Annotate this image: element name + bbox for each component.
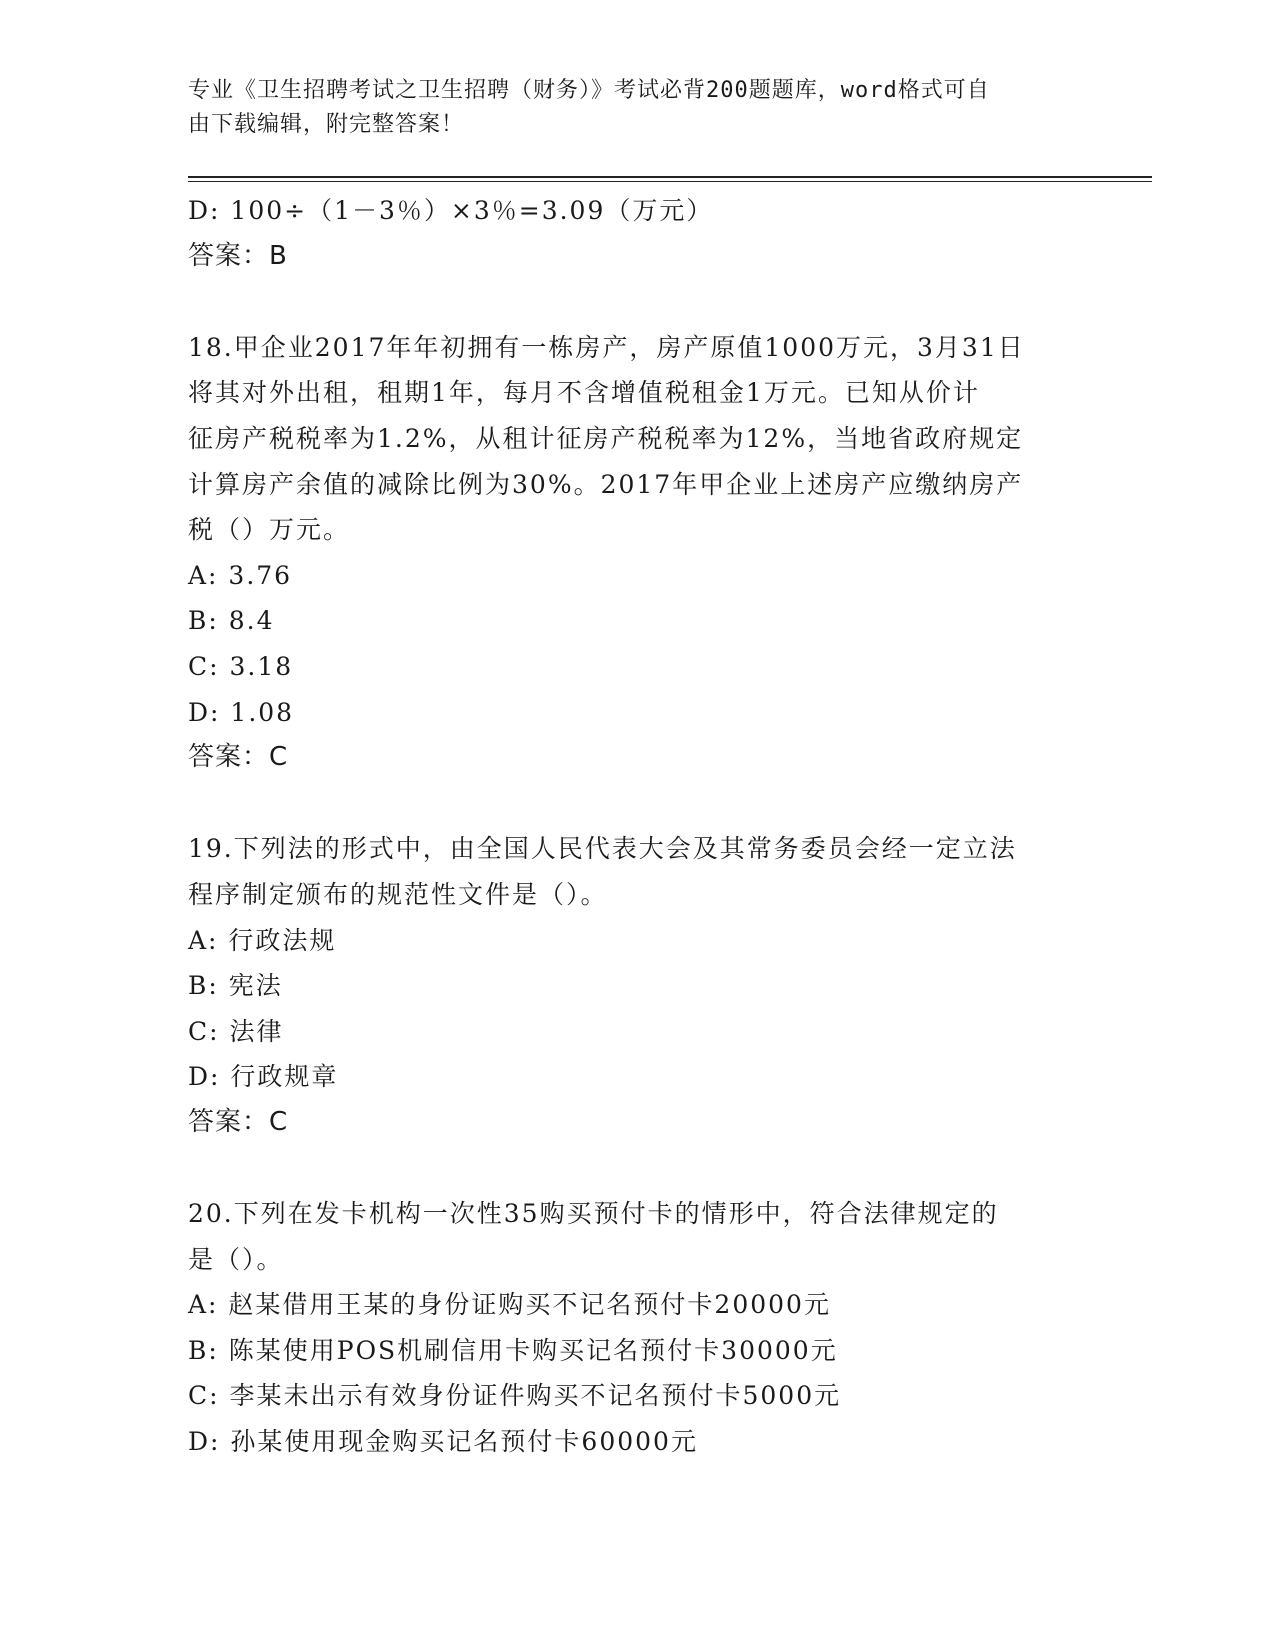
stem-line: 程序制定颁布的规范性文件是（）。	[188, 879, 608, 909]
stem-line: 征房产税税率为1.2%，从租计征房产税税率为12%，当地省政府规定	[188, 423, 1024, 453]
option-c: C: 法律	[188, 1016, 284, 1046]
header-line-1: 专业《卫生招聘考试之卫生招聘（财务）》考试必背200题题库，word格式可自	[188, 78, 990, 103]
answer-line: 答案：B	[188, 240, 288, 271]
header-line-2: 由下载编辑，附完整答案！	[188, 112, 465, 137]
option-d: D: 孙某使用现金购买记名预付卡60000元	[188, 1427, 698, 1457]
option-c: C: 李某未出示有效身份证件购买不记名预付卡5000元	[188, 1381, 842, 1411]
question-20	[188, 1191, 1088, 1465]
stem-line: 18.甲企业2017年年初拥有一栋房产，房产原值1000万元，3月31日	[188, 332, 1025, 362]
stem-line: 19.下列法的形式中，由全国人民代表大会及其常务委员会经一定立法	[188, 834, 1017, 864]
option-b: B: 8.4	[188, 606, 275, 636]
option-c: C: 3.18	[188, 651, 294, 681]
header-divider	[188, 176, 1152, 178]
option-b: B: 陈某使用POS机刷信用卡购买记名预付卡30000元	[188, 1335, 838, 1365]
question-stem	[188, 826, 1088, 917]
question-stem	[188, 1191, 1088, 1282]
previous-question-tail	[188, 188, 1088, 279]
option-a: A: 行政法规	[188, 925, 337, 955]
answer-line: 答案：C	[188, 742, 289, 773]
spacer	[188, 781, 1088, 827]
option-a: A: 3.76	[188, 560, 293, 590]
option-d: D: 行政规章	[188, 1062, 339, 1092]
document-body	[188, 188, 1088, 1465]
spacer	[188, 279, 1088, 325]
stem-line: 税（）万元。	[188, 515, 351, 545]
stem-line: 20.下列在发卡机构一次性35购买预付卡的情形中，符合法律规定的	[188, 1199, 999, 1229]
option-d: D: 1.08	[188, 697, 295, 727]
spacer	[188, 1145, 1088, 1191]
stem-line: 计算房产余值的减除比例为30%。2017年甲企业上述房产应缴纳房产	[188, 469, 1024, 499]
document-header	[188, 74, 1068, 142]
answer-line: 答案：C	[188, 1106, 289, 1137]
option-a: A: 赵某借用王某的身份证购买不记名预付卡20000元	[188, 1290, 831, 1320]
question-stem	[188, 325, 1088, 553]
option-d: D: 100÷（1－3％）×3％=3.09（万元）	[188, 196, 714, 225]
option-b: B: 宪法	[188, 971, 283, 1001]
stem-line: 是（）。	[188, 1244, 284, 1274]
question-18	[188, 325, 1088, 781]
stem-line: 将其对外出租，租期1年，每月不含增值税租金1万元。已知从价计	[188, 378, 980, 408]
header-divider-thin	[188, 181, 1152, 182]
question-19	[188, 826, 1088, 1145]
